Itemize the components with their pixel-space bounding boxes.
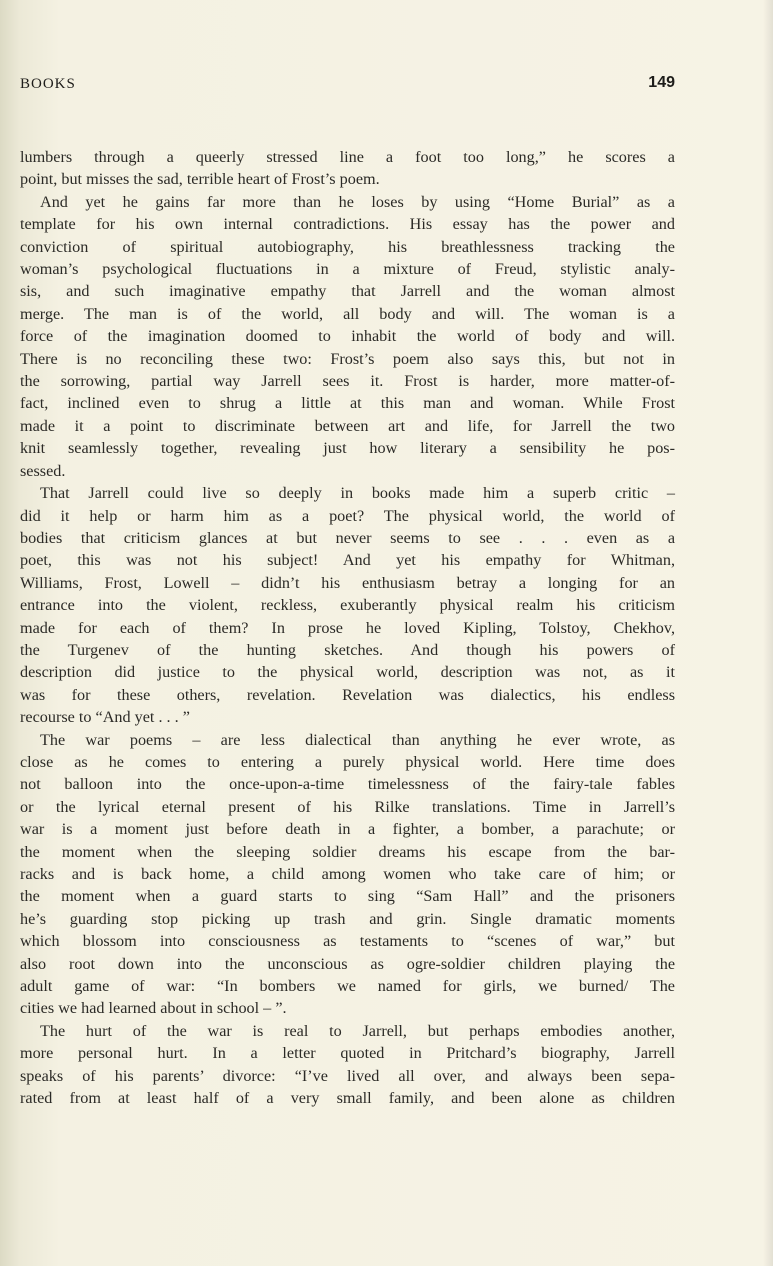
text-line: sessed. (20, 461, 66, 480)
text-line: bodies that criticism glances at but never seems to see . . . even as a (20, 528, 675, 547)
text-line: rated from at least half of a very small family, and been alone as children (20, 1089, 675, 1108)
text-line: template for his own internal contradictions. His essay has the power and (20, 215, 675, 234)
text-line: The hurt of the war is real to Jarrell, but perhaps embodies another, (40, 1021, 675, 1040)
text-line: the moment when a guard starts to sing “Sam Hall” and the prisoners (20, 887, 675, 906)
page-number: 149 (648, 74, 675, 91)
text-line: the Turgenev of the hunting sketches. And though his powers of (20, 640, 675, 659)
text-line: not balloon into the once-upon-a-time timelessness of the fairy-tale fables (20, 775, 675, 794)
text-line: woman’s psychological fluctuations in a mixture of Freud, stylistic analy- (20, 260, 675, 279)
text-line: also root down into the unconscious as ogre-soldier children playing the (20, 954, 675, 973)
text-line: fact, inclined even to shrug a little at this man and woman. While Frost (20, 394, 675, 413)
text-line: entrance into the violent, reckless, exuberantly physical realm his criticism (20, 596, 675, 615)
text-line: war is a moment just before death in a fighter, a bomber, a parachute; or (20, 820, 675, 839)
running-head (20, 76, 675, 98)
text-line: racks and is back home, a child among women who take care of him; or (20, 865, 675, 883)
text-line: conviction of spiritual autobiography, his breathlessness tracking the (20, 237, 675, 256)
text-line: speaks of his parents’ divorce: “I’ve lived all over, and always been sepa- (20, 1066, 675, 1085)
text-line: the sorrowing, partial way Jarrell sees it. Frost is harder, more matter-of- (20, 372, 675, 391)
text-line: recourse to “And yet . . . ” (20, 708, 190, 727)
text-line: sis, and such imaginative empathy that Jarrell and the woman almost (20, 282, 675, 301)
text-line: force of the imagination doomed to inhabit the world of body and will. (20, 327, 675, 346)
text-line: The war poems – are less dialectical than anything he ever wrote, as (40, 730, 675, 749)
text-line: Williams, Frost, Lowell – didn’t his enthusiasm betray a longing for an (20, 573, 675, 592)
text-line: There is no reconciling these two: Frost’s poem also says this, but not in (20, 349, 675, 368)
text-line: was for these others, revelation. Revelation was dialectics, his endless (20, 685, 675, 704)
text-line: And yet he gains far more than he loses by using “Home Burial” as a (40, 192, 675, 211)
text-line: close as he comes to entering a purely physical world. Here time does (20, 752, 675, 771)
text-line: lumbers through a queerly stressed line a foot too long,” he scores a (20, 148, 675, 166)
text-line: cities we had learned about in school – ”. (20, 999, 287, 1018)
text-line: more personal hurt. In a letter quoted in Pritchard’s biography, Jarrell (20, 1044, 675, 1063)
section-title: BOOKS (20, 76, 76, 92)
text-line: merge. The man is of the world, all body and will. The woman is a (20, 304, 675, 323)
text-line: adult game of war: “In bombers we named for girls, we burned/ The (20, 977, 675, 996)
text-line: point, but misses the sad, terrible heart of Frost’s poem. (20, 170, 380, 189)
text-line: or the lyrical eternal present of his Rilke translations. Time in Jarrell’s (20, 797, 675, 816)
text-line: which blossom into consciousness as testaments to “scenes of war,” but (20, 932, 675, 951)
paragraph (20, 191, 675, 482)
text-line: poet, this was not his subject! And yet his empathy for Whitman, (20, 551, 675, 570)
text-line: he’s guarding stop picking up trash and grin. Single dramatic moments (20, 909, 675, 928)
text-line: made it a point to discriminate between art and life, for Jarrell the two (20, 416, 675, 435)
text-line: made for each of them? In prose he loved Kipling, Tolstoy, Chekhov, (20, 618, 675, 637)
text-line: the moment when the sleeping soldier dreams his escape from the bar- (20, 842, 675, 861)
body-text (20, 146, 675, 1109)
text-line: description did justice to the physical world, description was not, as it (20, 663, 675, 682)
paragraph (20, 146, 675, 191)
paragraph (20, 482, 675, 728)
text-line: knit seamlessly together, revealing just how literary a sensibility he pos- (20, 439, 675, 458)
paragraph (20, 1020, 675, 1110)
paragraph (20, 729, 675, 1020)
text-line: did it help or harm him as a poet? The physical world, the world of (20, 506, 675, 525)
text-line: That Jarrell could live so deeply in books made him a superb critic – (40, 484, 675, 503)
